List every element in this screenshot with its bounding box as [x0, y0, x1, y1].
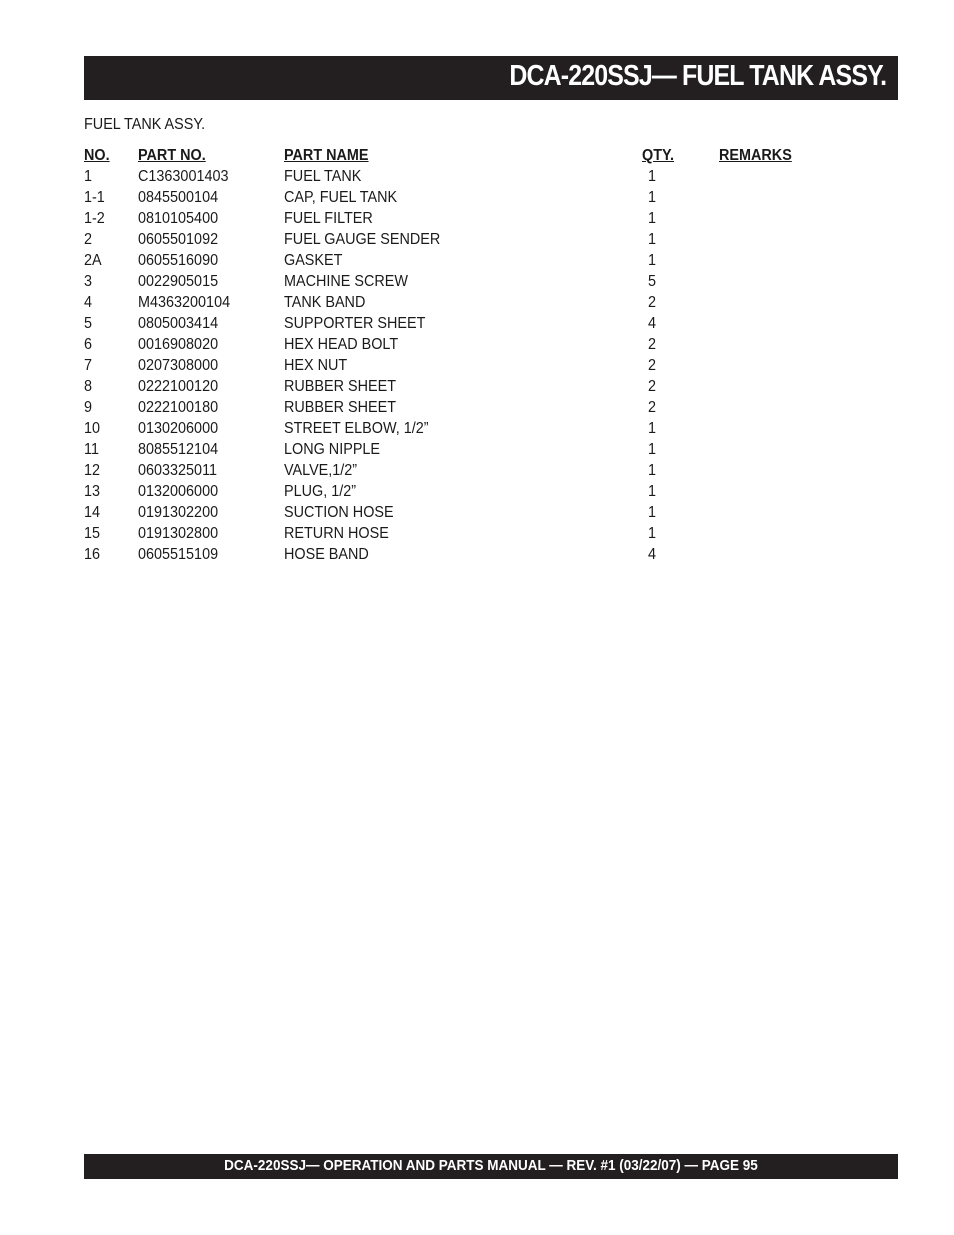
- section-title: FUEL TANK ASSY.: [84, 116, 206, 133]
- column-header-part-name: PART NAME: [284, 147, 369, 164]
- table-row: [84, 376, 844, 397]
- table-row: [84, 292, 844, 313]
- cell-no: 3: [84, 273, 93, 290]
- cell-no: 14: [84, 504, 101, 521]
- cell-part-name: PLUG, 1/2”: [284, 483, 357, 500]
- table-row: [84, 313, 844, 334]
- cell-qty: 1: [647, 525, 657, 542]
- cell-part-no: 0022905015: [138, 273, 219, 290]
- cell-no: 11: [84, 441, 99, 458]
- table-row: [84, 502, 844, 523]
- cell-part-name: VALVE,1/2”: [284, 462, 358, 479]
- cell-part-no: 0810105400: [138, 210, 219, 227]
- cell-no: 12: [84, 462, 101, 479]
- cell-no: 4: [84, 294, 93, 311]
- table-row: [84, 544, 844, 565]
- table-row: [84, 397, 844, 418]
- cell-part-no: M4363200104: [138, 294, 231, 311]
- table-row: [84, 439, 844, 460]
- cell-no: 1-1: [84, 189, 105, 206]
- cell-no: 9: [84, 399, 93, 416]
- cell-part-name: MACHINE SCREW: [284, 273, 409, 290]
- table-row: [84, 355, 844, 376]
- table-row: [84, 334, 844, 355]
- cell-part-no: 0222100120: [138, 378, 219, 395]
- table-row: [84, 523, 844, 544]
- table-row: [84, 208, 844, 229]
- cell-qty: 5: [647, 273, 657, 290]
- page-title: DCA-220SSJ— FUEL TANK ASSY.: [509, 60, 886, 92]
- cell-qty: 1: [647, 420, 657, 437]
- table-row: [84, 481, 844, 502]
- cell-part-name: TANK BAND: [284, 294, 366, 311]
- table-row: [84, 460, 844, 481]
- cell-part-name: CAP, FUEL TANK: [284, 189, 398, 206]
- cell-part-no: 0605516090: [138, 252, 219, 269]
- cell-part-name: HOSE BAND: [284, 546, 369, 563]
- cell-part-name: SUPPORTER SHEET: [284, 315, 426, 332]
- cell-qty: 2: [647, 399, 657, 416]
- cell-qty: 1: [647, 168, 657, 185]
- cell-qty: 2: [647, 336, 657, 353]
- cell-part-name: HEX NUT: [284, 357, 348, 374]
- cell-qty: 4: [647, 546, 657, 563]
- cell-qty: 1: [647, 483, 657, 500]
- table-body: [84, 166, 844, 565]
- cell-no: 5: [84, 315, 93, 332]
- cell-part-no: C1363001403: [138, 168, 229, 185]
- cell-part-no: 0191302200: [138, 504, 219, 521]
- cell-no: 10: [84, 420, 101, 437]
- cell-no: 2A: [84, 252, 102, 269]
- cell-part-name: GASKET: [284, 252, 343, 269]
- cell-qty: 1: [647, 441, 657, 458]
- cell-no: 1-2: [84, 210, 105, 227]
- cell-qty: 1: [647, 231, 657, 248]
- cell-qty: 2: [647, 378, 657, 395]
- page-footer: [84, 1154, 898, 1179]
- cell-no: 2: [84, 231, 93, 248]
- column-header-remarks: REMARKS: [719, 147, 792, 164]
- cell-part-name: LONG NIPPLE: [284, 441, 381, 458]
- cell-qty: 4: [647, 315, 657, 332]
- cell-qty: 1: [647, 210, 657, 227]
- cell-part-no: 0603325011: [138, 462, 218, 479]
- cell-part-no: 0191302800: [138, 525, 219, 542]
- cell-part-no: 8085512104: [138, 441, 219, 458]
- cell-part-name: RUBBER SHEET: [284, 378, 397, 395]
- cell-part-no: 0130206000: [138, 420, 219, 437]
- cell-no: 7: [84, 357, 93, 374]
- cell-no: 8: [84, 378, 93, 395]
- cell-part-no: 0845500104: [138, 189, 219, 206]
- column-header-qty: QTY.: [642, 147, 675, 164]
- table-row: [84, 166, 844, 187]
- cell-qty: 1: [647, 504, 657, 521]
- cell-part-name: HEX HEAD BOLT: [284, 336, 399, 353]
- cell-qty: 2: [647, 357, 657, 374]
- table-row: [84, 418, 844, 439]
- page-header: [84, 56, 898, 100]
- cell-part-name: FUEL GAUGE SENDER: [284, 231, 441, 248]
- cell-part-no: 0207308000: [138, 357, 219, 374]
- cell-qty: 1: [647, 462, 657, 479]
- cell-part-no: 0222100180: [138, 399, 219, 416]
- table-row: [84, 271, 844, 292]
- cell-part-name: STREET ELBOW, 1/2”: [284, 420, 429, 437]
- cell-part-name: FUEL FILTER: [284, 210, 373, 227]
- table-header-row: [84, 145, 844, 166]
- cell-qty: 2: [647, 294, 657, 311]
- cell-part-name: FUEL TANK: [284, 168, 362, 185]
- parts-table: [84, 145, 844, 565]
- cell-part-no: 0805003414: [138, 315, 219, 332]
- footer-text: DCA-220SSJ— OPERATION AND PARTS MANUAL — REV. #1 (03/22/07) — PAGE 95: [224, 1157, 758, 1174]
- cell-no: 6: [84, 336, 93, 353]
- cell-no: 15: [84, 525, 101, 542]
- cell-part-no: 0605515109: [138, 546, 219, 563]
- cell-no: 1: [84, 168, 93, 185]
- cell-no: 13: [84, 483, 101, 500]
- table-row: [84, 187, 844, 208]
- table-row: [84, 229, 844, 250]
- cell-qty: 1: [647, 189, 657, 206]
- cell-part-name: SUCTION HOSE: [284, 504, 394, 521]
- cell-no: 16: [84, 546, 101, 563]
- column-header-no: NO.: [84, 147, 110, 164]
- table-row: [84, 250, 844, 271]
- cell-part-no: 0132006000: [138, 483, 219, 500]
- column-header-part-no: PART NO.: [138, 147, 206, 164]
- cell-part-no: 0605501092: [138, 231, 219, 248]
- cell-part-name: RETURN HOSE: [284, 525, 389, 542]
- cell-part-no: 0016908020: [138, 336, 219, 353]
- cell-qty: 1: [647, 252, 657, 269]
- cell-part-name: RUBBER SHEET: [284, 399, 397, 416]
